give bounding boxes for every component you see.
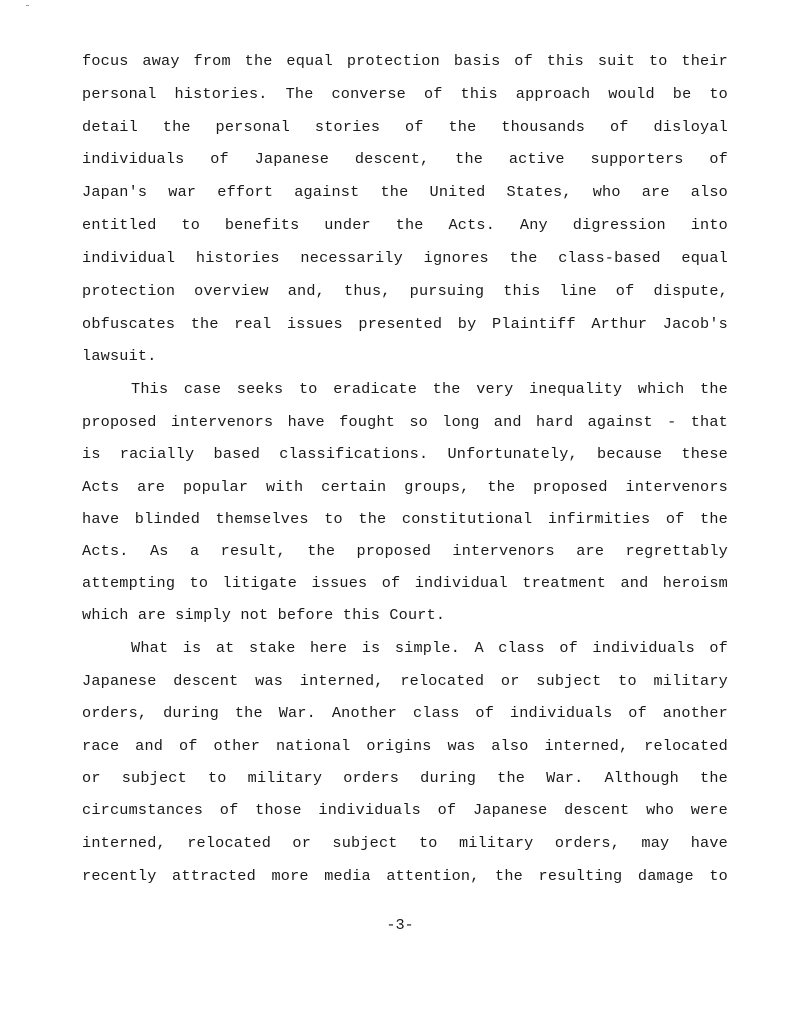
text-line: attempting to litigate issues of individual treatment and heroism — [82, 574, 728, 592]
text-line: orders, during the War. Another class of individuals of another — [82, 704, 728, 722]
text-line: Japan's war effort against the United States, who are also — [82, 183, 728, 201]
page-number: -3- — [386, 916, 414, 934]
text-line: obfuscates the real issues presented by Plaintiff Arthur Jacob's — [82, 315, 728, 333]
text-line: Japanese descent was interned, relocated or subject to military — [82, 672, 728, 690]
text-line: is racially based classifications. Unfortunately, because these — [82, 445, 728, 463]
text-line: race and of other national origins was also interned, relocated — [82, 737, 728, 755]
text-line: detail the personal stories of the thousands of disloyal — [82, 118, 728, 136]
text-line: This case seeks to eradicate the very inequality which the — [131, 380, 728, 398]
text-line: recently attracted more media attention, the resulting damage to — [82, 867, 728, 885]
text-line: proposed intervenors have fought so long and hard against - that — [82, 413, 728, 431]
text-line: circumstances of those individuals of Japanese descent who were — [82, 801, 728, 819]
text-line: individual histories necessarily ignores the class-based equal — [82, 249, 728, 267]
text-line: Acts. As a result, the proposed intervenors are regrettably — [82, 542, 728, 560]
text-line: which are simply not before this Court. — [82, 606, 446, 624]
text-line: or subject to military orders during the War. Although the — [82, 769, 728, 787]
text-line: have blinded themselves to the constitutional infirmities of the — [82, 510, 728, 528]
text-line: Acts are popular with certain groups, the proposed intervenors — [82, 478, 728, 496]
text-line: What is at stake here is simple. A class of individuals of — [131, 639, 728, 657]
text-line: focus away from the equal protection basis of this suit to their — [82, 52, 728, 70]
text-line: individuals of Japanese descent, the active supporters of — [82, 150, 728, 168]
text-line: entitled to benefits under the Acts. Any digression into — [82, 216, 728, 234]
text-line: interned, relocated or subject to military orders, may have — [82, 834, 728, 852]
text-line: protection overview and, thus, pursuing this line of dispute, — [82, 282, 728, 300]
text-line: lawsuit. — [82, 347, 157, 365]
text-line: personal histories. The converse of this approach would be to — [82, 85, 728, 103]
scan-speck — [26, 5, 29, 6]
